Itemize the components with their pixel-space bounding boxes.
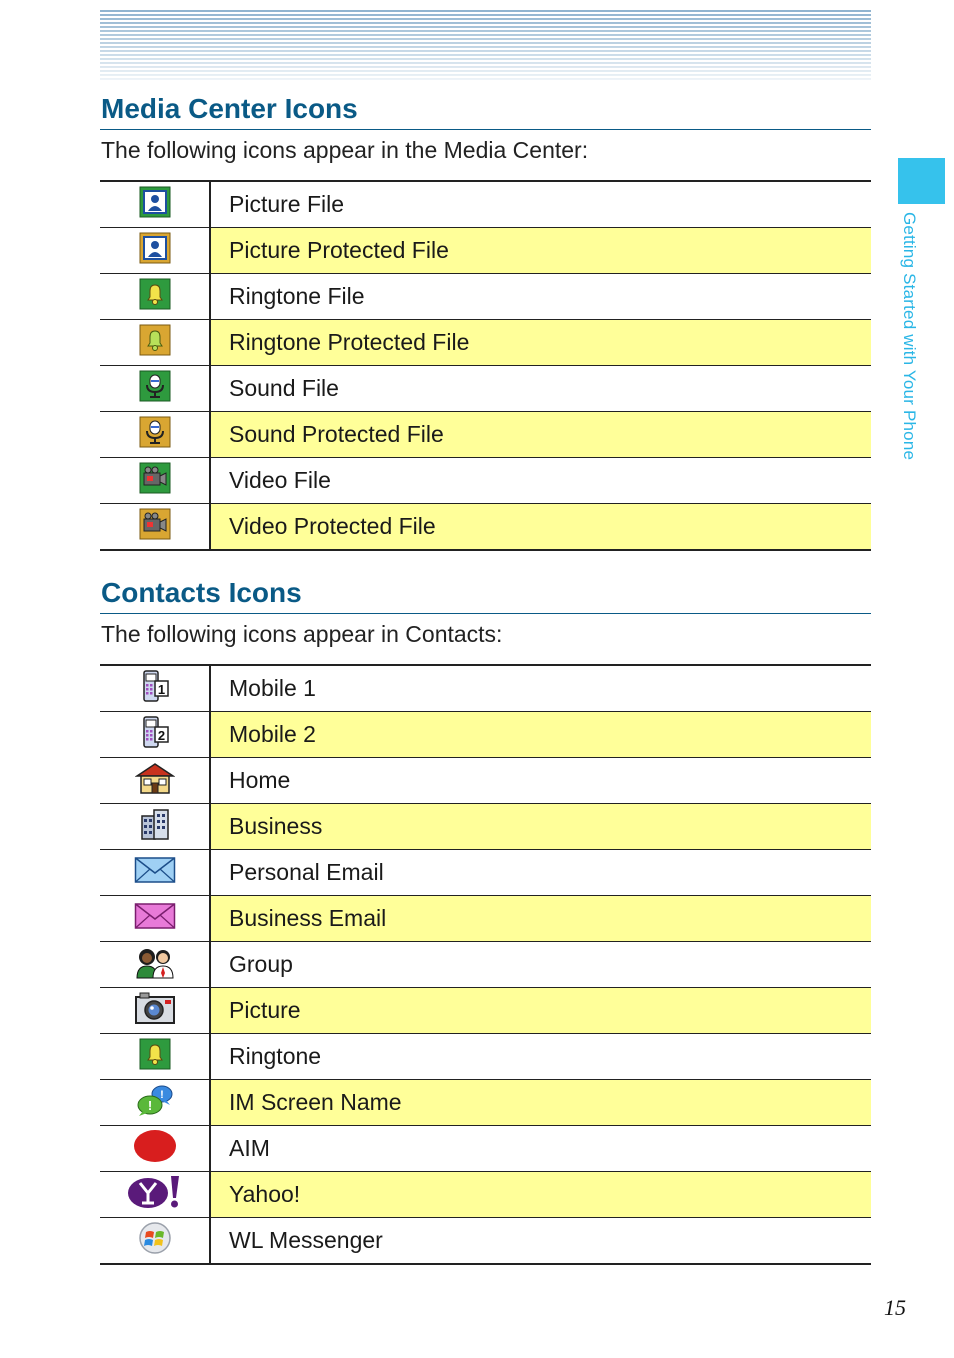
media-center-heading: Media Center Icons <box>101 93 358 124</box>
icon-cell <box>100 1080 210 1126</box>
icon-cell <box>100 896 210 942</box>
icon-cell <box>100 504 210 551</box>
table-row <box>100 1034 871 1080</box>
page-number: 15 <box>884 1295 906 1320</box>
table-row <box>100 850 871 896</box>
contacts-label: Picture <box>210 988 871 1034</box>
table-row <box>100 942 871 988</box>
contacts-label: Ringtone <box>210 1034 871 1080</box>
business-icon <box>138 807 172 846</box>
media-center-icons-table <box>100 180 871 551</box>
media-label: Picture Protected File <box>210 228 871 274</box>
icon-cell <box>100 804 210 850</box>
contacts-heading-rule <box>100 613 871 614</box>
media-label: Ringtone Protected File <box>210 320 871 366</box>
contacts-label: Business <box>210 804 871 850</box>
svg-text:1: 1 <box>157 682 165 697</box>
sound-protected-file-icon <box>139 416 171 453</box>
contacts-intro: The following icons appear in Contacts: <box>101 621 503 647</box>
media-label: Video File <box>210 458 871 504</box>
im-screen-name-icon <box>134 1083 176 1122</box>
icon-cell <box>100 181 210 228</box>
table-row <box>100 181 871 228</box>
table-row <box>100 665 871 712</box>
icon-cell <box>100 228 210 274</box>
contacts-label: IM Screen Name <box>210 1080 871 1126</box>
contacts-label: Group <box>210 942 871 988</box>
table-row <box>100 804 871 850</box>
table-row <box>100 896 871 942</box>
contacts-label: Mobile 1 <box>210 665 871 712</box>
table-row <box>100 366 871 412</box>
icon-cell <box>100 458 210 504</box>
contacts-icons-table <box>100 664 871 1265</box>
table-row <box>100 504 871 551</box>
icon-cell <box>100 665 210 712</box>
icon-cell <box>100 988 210 1034</box>
business-email-icon <box>134 902 176 935</box>
ringtone-file-icon <box>139 278 171 315</box>
picture-protected-file-icon <box>139 232 171 269</box>
media-label: Picture File <box>210 181 871 228</box>
table-row <box>100 988 871 1034</box>
aim-icon <box>133 1128 177 1169</box>
picture-icon <box>134 991 176 1030</box>
icon-cell <box>100 320 210 366</box>
ringtone-icon <box>139 1038 171 1075</box>
table-row <box>100 1080 871 1126</box>
table-row <box>100 458 871 504</box>
table-row <box>100 412 871 458</box>
table-row <box>100 274 871 320</box>
icon-cell <box>100 1218 210 1265</box>
contacts-heading: Contacts Icons <box>101 577 302 608</box>
table-row <box>100 320 871 366</box>
yahoo-icon <box>126 1174 184 1215</box>
icon-cell <box>100 412 210 458</box>
side-tab <box>898 158 945 204</box>
contacts-label: AIM <box>210 1126 871 1172</box>
sound-file-icon <box>139 370 171 407</box>
ringtone-protected-file-icon <box>139 324 171 361</box>
mobile-1-icon <box>138 669 172 708</box>
picture-file-icon <box>139 186 171 223</box>
media-label: Video Protected File <box>210 504 871 551</box>
group-icon <box>134 945 176 984</box>
icon-cell <box>100 274 210 320</box>
table-row <box>100 1172 871 1218</box>
video-file-icon <box>139 462 171 499</box>
icon-cell <box>100 1034 210 1080</box>
media-label: Sound Protected File <box>210 412 871 458</box>
media-center-heading-rule <box>100 129 871 130</box>
icon-cell <box>100 712 210 758</box>
icon-cell <box>100 850 210 896</box>
side-tab-label: Getting Started with Your Phone <box>900 212 919 461</box>
home-icon <box>135 761 175 800</box>
contacts-label: Yahoo! <box>210 1172 871 1218</box>
wl-messenger-icon <box>138 1221 172 1260</box>
contacts-label: Business Email <box>210 896 871 942</box>
personal-email-icon <box>134 856 176 889</box>
icon-cell <box>100 366 210 412</box>
icon-cell <box>100 942 210 988</box>
svg-text:!: ! <box>147 1098 152 1113</box>
contacts-label: Mobile 2 <box>210 712 871 758</box>
table-row <box>100 712 871 758</box>
media-center-intro: The following icons appear in the Media Center: <box>101 137 589 163</box>
media-label: Sound File <box>210 366 871 412</box>
table-row <box>100 758 871 804</box>
table-row <box>100 1218 871 1265</box>
icon-cell <box>100 1126 210 1172</box>
svg-text:2: 2 <box>157 728 165 743</box>
header-decoration <box>100 10 871 80</box>
video-protected-file-icon <box>139 508 171 545</box>
table-row <box>100 228 871 274</box>
table-row <box>100 1126 871 1172</box>
svg-text:!: ! <box>159 1089 164 1101</box>
icon-cell <box>100 758 210 804</box>
contacts-label: Personal Email <box>210 850 871 896</box>
icon-cell <box>100 1172 210 1218</box>
contacts-label: WL Messenger <box>210 1218 871 1265</box>
mobile-2-icon <box>138 715 172 754</box>
media-label: Ringtone File <box>210 274 871 320</box>
contacts-label: Home <box>210 758 871 804</box>
